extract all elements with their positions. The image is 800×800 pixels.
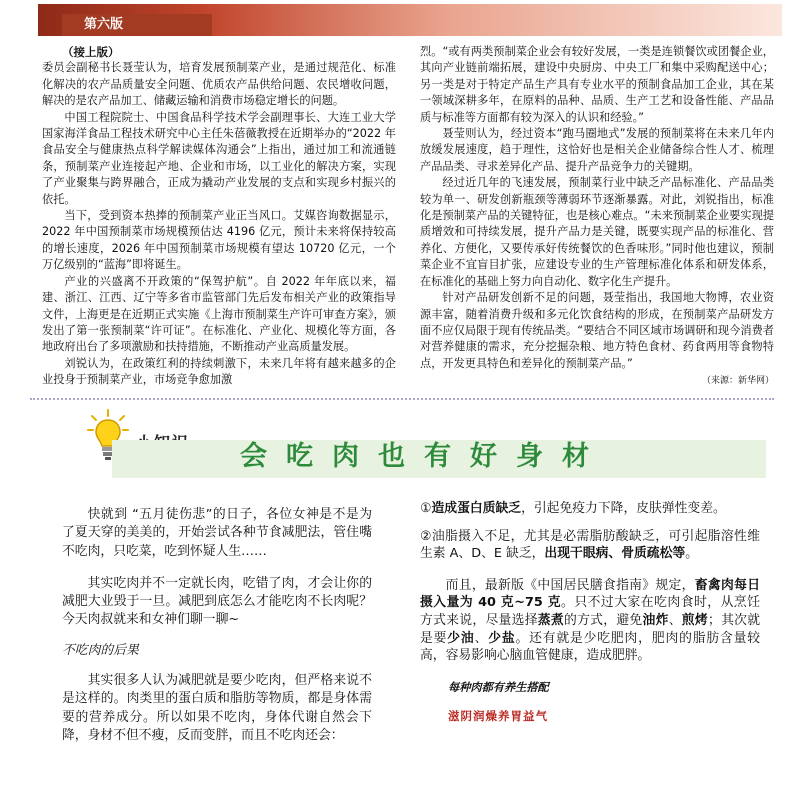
article-title: 会吃肉也有好身材 xyxy=(240,441,608,472)
left-column xyxy=(42,44,396,389)
text: ②油脂摄入不足，尤其是必需脂肪酸缺乏，可引起脂溶性维生素 A、D、E 缺乏， xyxy=(420,528,760,562)
paragraph: 中国工程院院士、中国食品科学技术学会副理事长、大连工业大学国家海洋食品工程技术研究中心主任朱蓓薇教授在近期举办的“2022 年食品安全与健康热点科学解读媒体沟通会”上指出，通过加工和流通链条，预制菜产业连接起产地、企业和市场，以工业化的解决方案，实现了产业聚集与跨界融合，正成为撬动产业发展的支点和实现乡村振兴的依托。 xyxy=(42,110,396,206)
paragraph: 其实很多人认为减肥就是要少吃肉，但严格来说不是这样的。肉类里的蛋白质和脂肪等物质，都是身体需要的营养成分。所以如果不吃肉，身体代谢自然会下降，身材不但不瘦，反而变胖，而且不吃肉还会： xyxy=(62,673,372,743)
section-divider xyxy=(30,398,774,400)
emphasis: 造成蛋白质缺乏 xyxy=(431,501,522,516)
emphasis: 煎烤 xyxy=(681,612,708,628)
paragraph: 当下，受到资本热捧的预制菜产业正当风口。艾媒咨询数据显示，2022 年中国预制菜市场规模预估达 4196 亿元，预计未来将保持较高的增长速度，2026 年中国预制菜市场规模有望达 10720 亿元，一个万亿级别的“蓝海”即将诞生。 xyxy=(42,209,396,272)
text: 、 xyxy=(668,612,682,628)
list-item xyxy=(420,528,760,563)
paragraph xyxy=(420,577,760,665)
text: 。 xyxy=(685,546,698,562)
paragraph: 烈。“或有两类预制菜企业会有较好发展，一类是连锁餐饮或团餐企业，其向产业链前端拓展，建设中央厨房、中央工厂和集中采购配送中心；另一类是对于特定产品生产具有专业水平的预制食品加工企业，其在某一领域深耕多年，在原料的品种、品质、生产工艺和设备性能、产品品质与标准等方面都有较为深入的认识和经验。” xyxy=(420,45,774,124)
emphasis: 畜禽肉每日摄入量为 40 克~75 克 xyxy=(420,577,761,611)
text: 、 xyxy=(474,630,489,646)
red-tag: 滋阴润燥养胃益气 xyxy=(448,709,548,724)
paragraph: 其实吃肉并不一定就长肉，吃错了肉，才会让你的减肥大业毁于一旦。减肥到底怎么才能吃肉不长肉呢？今天肉叔就来和女神们聊一聊~ xyxy=(62,575,372,628)
emphasis: 出现干眼病、骨质疏松等 xyxy=(544,546,686,562)
section-tab: 第六版 xyxy=(62,14,212,36)
text: 的方式，避免 xyxy=(563,612,643,628)
emphasis: 少盐 xyxy=(488,630,516,646)
bottom-left-column xyxy=(62,506,372,759)
note-heading: 每种肉都有养生搭配 xyxy=(448,680,549,694)
paragraph: 产业的兴盛离不开政策的“保驾护航”。自 2022 年年底以来，福建、浙江、江西、辽宁等多省市监管部门先后发布相关产业的政策指导文件，上海更是在近期正式实施《上海市预制菜生产许可审查方案》，颁发出了第一张预制菜“许可证”。在标准化、产业化、规模化等方面，各地政府出台了多项激励和扶持措施，不断推动产业高质量发展。 xyxy=(42,274,396,354)
emphasis: 少油 xyxy=(447,630,475,646)
text: 而且，最新版《中国居民膳食指南》规定， xyxy=(445,577,695,593)
emphasis: 油炸 xyxy=(642,612,669,628)
subheading: 不吃肉的后果 xyxy=(62,642,139,658)
paragraph: 快就到 “五月徒伤悲”的日子，各位女神是不是为了夏天穿的美美的，开始尝试各种节食减肥法，管住嘴不吃肉，只吃菜，吃到怀疑人生…… xyxy=(62,507,372,559)
source-credit: （来源：新华网） xyxy=(701,376,774,387)
item-number: ① xyxy=(420,501,432,516)
paragraph: 刘锐认为，在政策红利的持续刺激下，未来几年将有越来越多的企业投身于预制菜产业，市场竞争愈加激 xyxy=(42,356,396,387)
bottom-right-column xyxy=(420,500,760,726)
paragraph: 委员会副秘书长聂莹认为，培育发展预制菜产业，是通过规范化、标准化解决的农产品质量安全问题、优质农产品供给问题、农民增收问题，解决的是农产品加工、储藏运输和消费市场稳定增长的问题。 xyxy=(42,61,396,108)
list-item xyxy=(420,500,760,518)
paragraph: 经过近几年的飞速发展，预制菜行业中缺乏产品标准化、产品品类较为单一、研发创新瓶颈等薄弱环节逐渐暴露。对此，刘锐指出，标准化是预制菜产品的关键特征，也是核心难点。“未来预制菜企业要实现提质增效和可持续发展，提升产品力是关键，既要实现产品的标准化、营养化、方便化，又要传承好传统餐饮的色香味形。”同时他也建议，预制菜企业不宜盲目扩张，应建设专业的生产管理标准化体系和研发体系，在标准化的基础上努力向自动化、数字化生产提升。 xyxy=(420,176,774,288)
text: 。只不过大家在吃肉食时，从烹饪方式来说，尽量选择 xyxy=(420,595,760,628)
paragraph: 聂莹则认为，经过资本“跑马圈地式”发展的预制菜将在未来几年内放缓发展速度，趋于理性，这恰好也是相关企业储备综合性人才、梳理产品品类、寻求差异化产品、提升产品竞争力的关键期。 xyxy=(420,127,774,173)
text: 。还有就是少吃肥肉，肥肉的脂肪含量较高，容易影响心脑血管健康，造成肥胖。 xyxy=(420,630,761,664)
paragraph: 针对产品研发创新不足的问题，聂莹指出，我国地大物博，农业资源丰富，随着消费升级和多元化饮食结构的形成，在预制菜产品研发方面不应仅局限于现有传统品类。“要结合不同区域市场调研和现今消费者对营养健康的需求，充分挖掘杂粮、地方特色食材、药食两用等食物特点，开发更具特色和差异化的预制菜产品。” xyxy=(420,291,774,370)
top-article xyxy=(40,44,774,387)
continued-label: （接上版） xyxy=(62,45,120,59)
emphasis: 蒸煮 xyxy=(537,612,564,628)
text: ；其次就是要 xyxy=(420,612,761,646)
right-column xyxy=(420,44,774,390)
text: ，引起免疫力下降，皮肤弹性变差。 xyxy=(521,501,726,516)
